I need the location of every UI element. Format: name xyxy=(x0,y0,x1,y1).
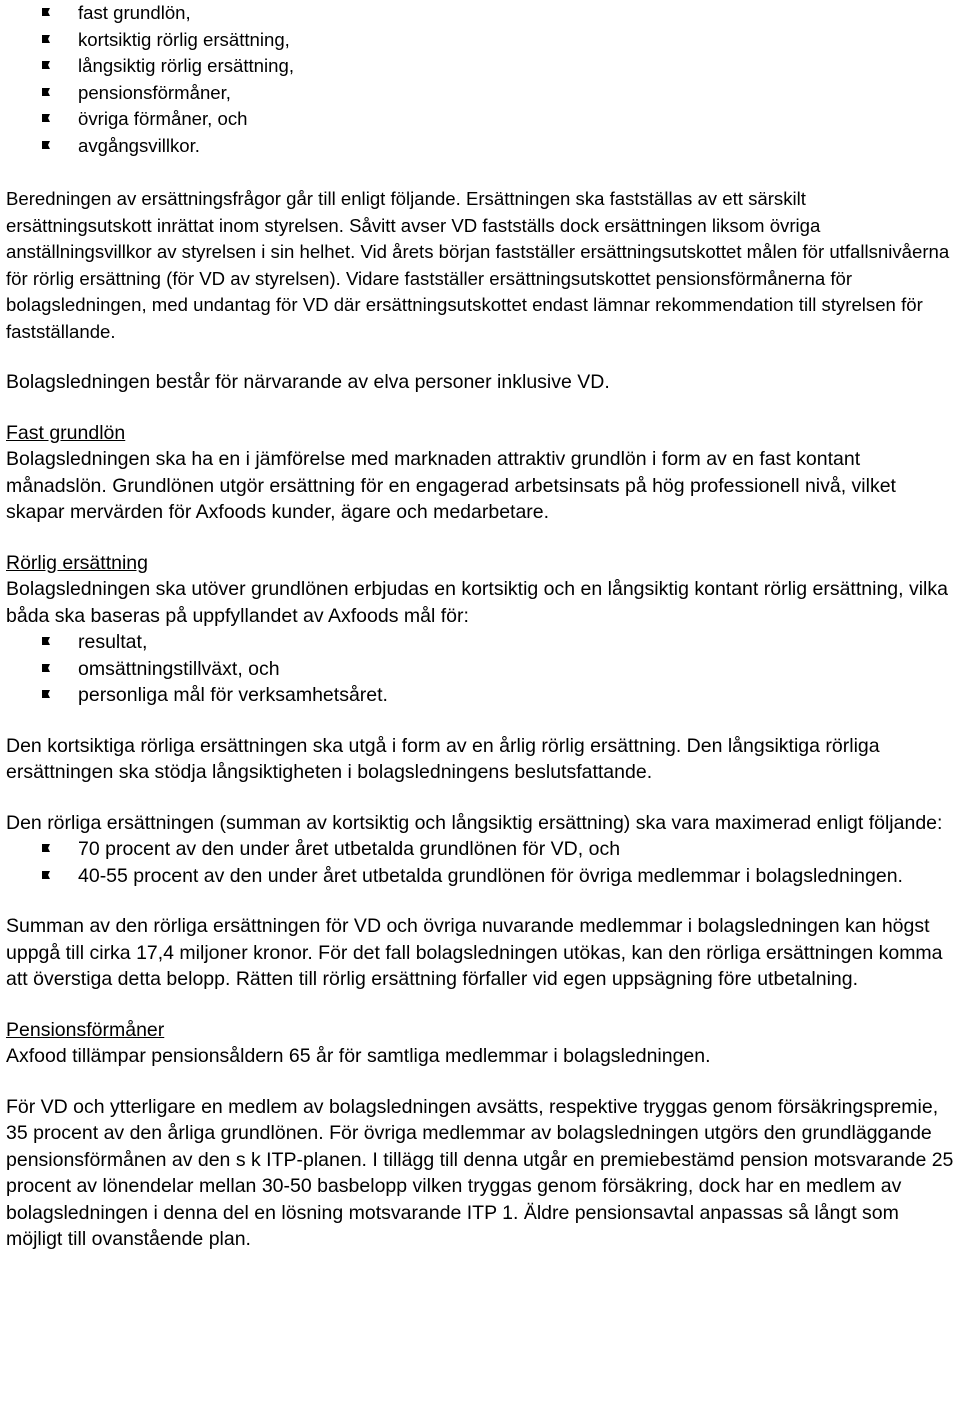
paragraph-fast-grundlon: Bolagsledningen ska ha en i jämförelse med marknaden attraktiv grundlön i form av en fast kontant månadslön. Grundlönen utgör ersättning för en engagerad arbetsinsats på hög professionell nivå, vilket skapar mervärden för Axfoods kunder, ägare och medarbetare. xyxy=(6,448,896,523)
list-item: fast grundlön, xyxy=(6,0,956,27)
list-item: pensionsförmåner, xyxy=(6,80,956,107)
document-page xyxy=(6,0,956,1253)
list-item: resultat, xyxy=(6,629,956,656)
targets-list xyxy=(6,629,956,709)
section-heading-rorlig-ersattning: Rörlig ersättning xyxy=(6,551,148,574)
section-heading-pensionsformaner: Pensionsförmåner xyxy=(6,1018,165,1041)
list-item: avgångsvillkor. xyxy=(6,133,956,160)
maximum-list xyxy=(6,836,956,889)
paragraph-maximering: Den rörliga ersättningen (summan av kortsiktig och långsiktig ersättning) ska vara maximerad enligt följande: xyxy=(6,811,943,834)
list-item: 70 procent av den under året utbetalda grundlönen för VD, och xyxy=(6,836,956,863)
paragraph-summan: Summan av den rörliga ersättningen för VD och övriga nuvarande medlemmar i bolagsledningen kan högst uppgå till cirka 17,4 miljoner kronor. För det fall bolagsledningen utökas, kan den rörliga ersättningen komma att överstiga detta belopp. Rätten till rörlig ersättning förfaller vid egen uppsägning före utbetalning. xyxy=(6,915,943,990)
paragraph-pensionsalder: Axfood tillämpar pensionsåldern 65 år för samtliga medlemmar i bolagsledningen. xyxy=(6,1045,711,1067)
section-heading-fast-grundlon: Fast grundlön xyxy=(6,421,126,444)
paragraph-beredning: Beredningen av ersättningsfrågor går till enligt följande. Ersättningen ska fastställas av ett särskilt ersättningsutskott inrättat inom styrelsen. Såvitt avser VD fastställs dock ersättningen liksom övriga anställningsvillkor av styrelsen i sin helhet. Vid årets början fastställer ersättningsutskottet målen för utfallsnivåerna för rörlig ersättning (för VD av styrelsen). Vidare fastställer ersättningsutskottet pensionsförmånerna för bolagsledningen, med undantag för VD där ersättningsutskottet endast lämnar rekommendation till styrelsen för fastställande. xyxy=(6,188,950,342)
list-item: övriga förmåner, och xyxy=(6,106,956,133)
paragraph-rorlig-ersattning: Bolagsledningen ska utöver grundlönen erbjudas en kortsiktig och en långsiktig kontant rörlig ersättning, vilka båda ska baseras på uppfyllandet av Axfoods mål för: xyxy=(6,578,948,627)
paragraph-kortsiktiga: Den kortsiktiga rörliga ersättningen ska utgå i form av en årlig rörlig ersättning. Den långsiktiga rörliga ersättningen ska stödja långsiktigheten i bolagsledningens beslutsfattande. xyxy=(6,734,880,783)
paragraph-bolagsledning: Bolagsledningen består för närvarande av elva personer inklusive VD. xyxy=(6,371,610,393)
paragraph-pension-vd: För VD och ytterligare en medlem av bolagsledningen avsätts, respektive tryggas genom försäkringspremie, 35 procent av den årliga grundlönen. För övriga medlemmar av bolagsledningen utgörs den grundläggande pensionsförmånen av den s k ITP-planen. I tillägg till denna utgår en premiebestämd pension motsvarande 25 procent av lönendelar mellan 30-50 basbelopp vilken tryggas genom försäkring, dock har en medlem av bolagsledningen i denna del en lösning motsvarande ITP 1. Äldre pensionsavtal anpassas så långt som möjligt till ovanstående plan. xyxy=(6,1095,954,1250)
list-item: kortsiktig rörlig ersättning, xyxy=(6,27,956,54)
list-item: långsiktig rörlig ersättning, xyxy=(6,53,956,80)
list-item: personliga mål för verksamhetsåret. xyxy=(6,682,956,709)
list-item: omsättningstillväxt, och xyxy=(6,656,956,683)
list-item: 40-55 procent av den under året utbetalda grundlönen för övriga medlemmar i bolagsledningen. xyxy=(6,863,956,890)
compensation-components-list xyxy=(6,0,956,159)
